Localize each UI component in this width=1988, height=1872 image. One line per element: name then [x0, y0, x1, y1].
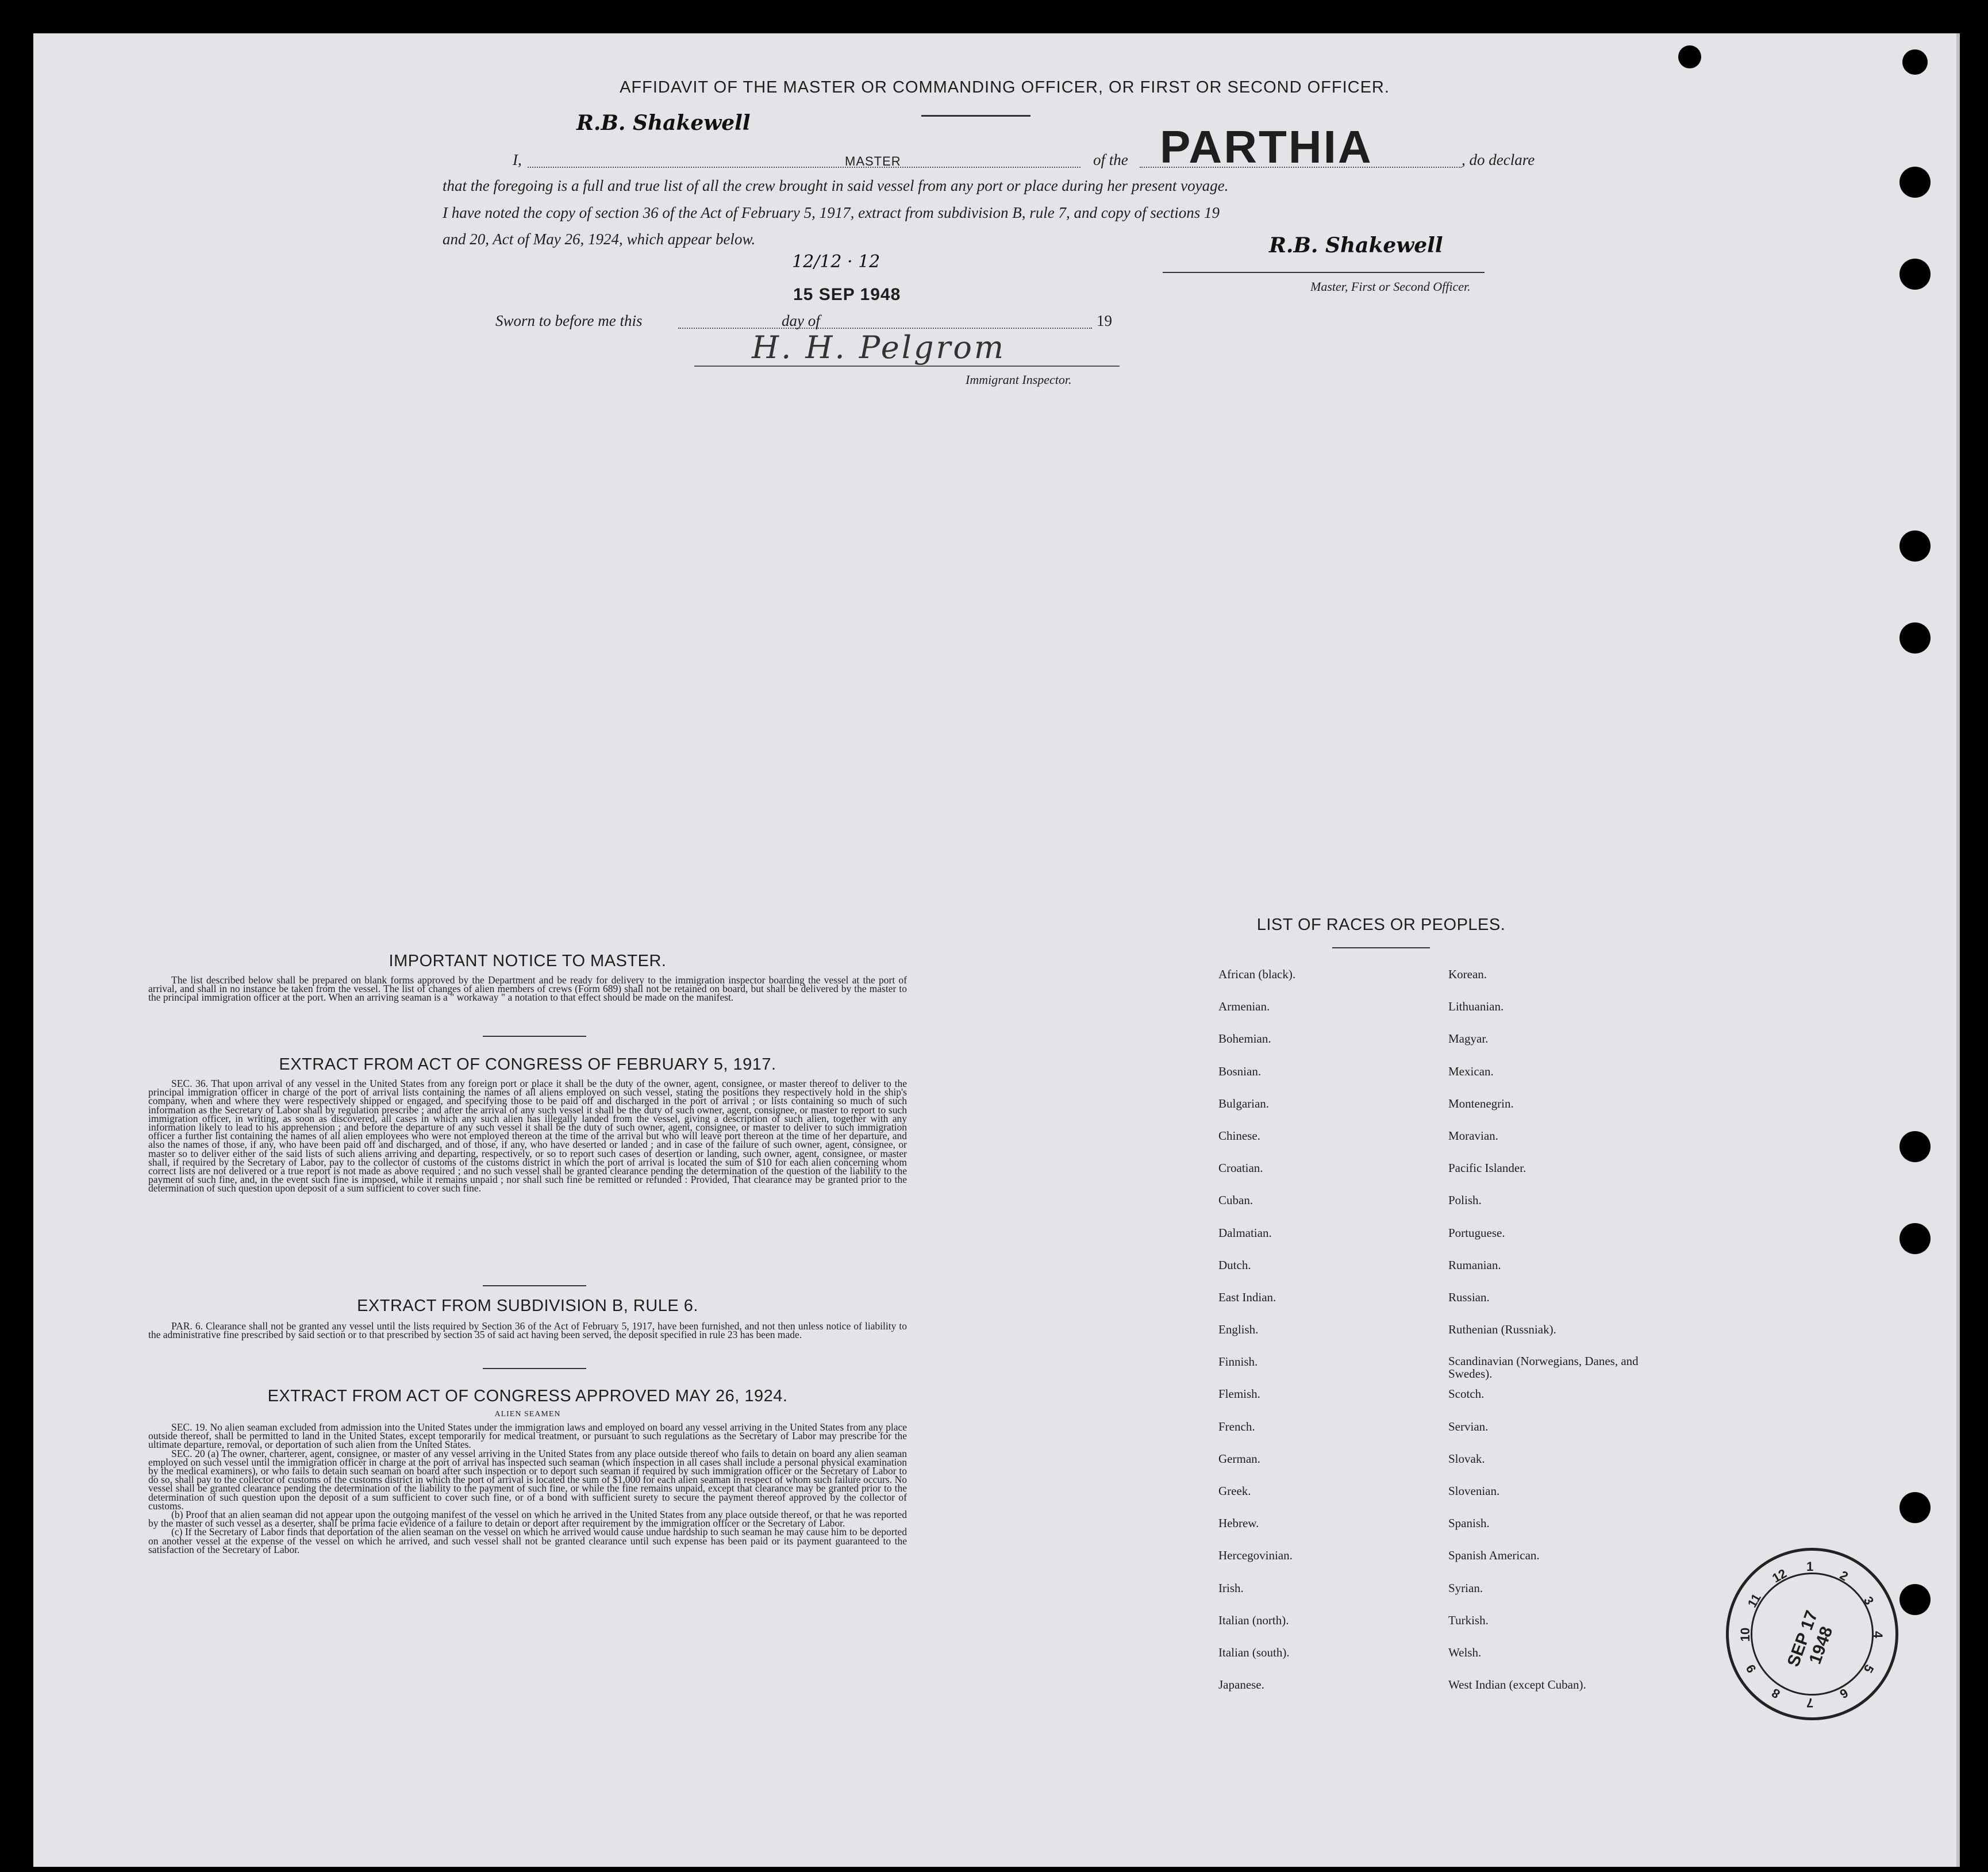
- affidavit-title: AFFIDAVIT OF THE MASTER OR COMMANDING OFFICER, OR FIRST OR SECOND OFFICER.: [620, 78, 1390, 97]
- race-item: Bosnian.: [1218, 1064, 1262, 1078]
- divider: [483, 1368, 586, 1369]
- punch-hole: [1899, 1492, 1931, 1523]
- race-item: Dalmatian.: [1218, 1225, 1272, 1240]
- punch-hole: [1899, 1131, 1931, 1162]
- races-title-rule: [1332, 947, 1430, 948]
- race-item: Italian (south).: [1218, 1645, 1290, 1659]
- race-item: Scandinavian (Norwegians, Danes, and Swedes).: [1448, 1354, 1639, 1381]
- races-right-column: [1448, 967, 1690, 1710]
- race-item: Scotch.: [1448, 1387, 1485, 1401]
- race-item: Korean.: [1448, 967, 1487, 981]
- manifest-page: [33, 33, 1960, 1867]
- race-item: Italian (north).: [1218, 1613, 1289, 1627]
- races-title: LIST OF RACES OR PEOPLES.: [1256, 916, 1506, 934]
- stamp-digit: 4: [1871, 1631, 1886, 1639]
- race-item: Greek.: [1218, 1484, 1251, 1498]
- race-item: Bohemian.: [1218, 1032, 1271, 1046]
- declaration-line-1: that the foregoing is a full and true list of all the crew brought in said vessel from any port or place during her present voyage.: [443, 177, 1229, 194]
- race-item: Mexican.: [1448, 1064, 1494, 1078]
- section-20a-text: SEC. 20 (a) The owner, charterer, agent, consignee, or master of any vessel arriving in the United States from any place outside thereof who fails to detain on board any alien seaman employed on such vessel until the immigration officer in charge at the port of arrival has inspected such seaman (which inspection in all cases shall include a personal physical examination by the medical examiners), or who fails to detain such seaman on board after such inspection or to deport such seaman if required by such immigration officer or the Secretary of Labor to do so, shall pay to the collector of customs of the customs district in which the port of arrival is located the sum of $1,000 for each alien seaman in respect of whom such failure occurs. No vessel shall be granted clearance pending the determination of the liability to the payment of such fine, or while the fine remains unpaid, except that clearance may be granted prior to the determination of such question upon the deposit of a sum sufficient to cover such fine, or of a bond with sufficient surety to secure the payment thereof approved by the collector of customs.: [148, 1447, 907, 1512]
- punch-hole: [1899, 259, 1931, 290]
- race-item: Japanese.: [1218, 1678, 1264, 1692]
- race-item: Magyar.: [1448, 1032, 1489, 1046]
- stamp-date: SEP 17 1948: [1783, 1608, 1837, 1670]
- race-item: Servian.: [1448, 1419, 1489, 1433]
- extract-1924-title: EXTRACT FROM ACT OF CONGRESS APPROVED MAY 26, 1924.: [267, 1387, 788, 1405]
- subdivision-body: [148, 1322, 907, 1339]
- extract-1924-body: [148, 1423, 907, 1554]
- stamp-digit: 7: [1806, 1696, 1814, 1710]
- race-item: Slovenian.: [1448, 1484, 1500, 1498]
- do-declare-label: , do declare: [1462, 151, 1535, 168]
- immigration-stamp: [1726, 1548, 1898, 1720]
- title-rule: [921, 115, 1030, 117]
- extract-1917-body: [148, 1079, 907, 1193]
- race-item: East Indian.: [1218, 1290, 1276, 1304]
- race-item: Montenegrin.: [1448, 1096, 1514, 1110]
- declaration-line-2: I have noted the copy of section 36 of the Act of February 5, 1917, extract from subdivision B, rule 7, and copy of sections 19: [443, 204, 1220, 221]
- punch-hole: [1899, 622, 1931, 654]
- punch-hole: [1899, 167, 1931, 198]
- sworn-label: Sworn to before me this: [495, 312, 643, 329]
- race-item: Polish.: [1448, 1193, 1482, 1208]
- divider: [483, 1285, 586, 1286]
- stamp-digit: 3: [1860, 1594, 1877, 1608]
- punch-hole: [1678, 45, 1701, 68]
- paragraph-6-text: PAR. 6. Clearance shall not be granted any vessel until the lists required by Section 36 of the Act of February 5, 1917, have been furnished, and not then unless notice of liability to the administrative fine prescribed by said section or to that prescribed by section 35 of said act having been served, the deposit specified in rule 23 has been made.: [148, 1320, 907, 1341]
- vessel-name: PARTHIA: [1160, 121, 1373, 172]
- received-date-stamp: 15 SEP 1948: [793, 285, 901, 304]
- inspector-caption: Immigrant Inspector.: [966, 372, 1072, 387]
- extract-1917-title: EXTRACT FROM ACT OF CONGRESS OF FEBRUARY 5, 1917.: [279, 1055, 776, 1074]
- race-item: Spanish American.: [1448, 1548, 1540, 1563]
- race-item: Cuban.: [1218, 1193, 1253, 1208]
- punch-hole: [1899, 1584, 1931, 1615]
- race-item: Syrian.: [1448, 1581, 1483, 1595]
- race-item: Armenian.: [1218, 1000, 1270, 1014]
- notice-body: [148, 976, 907, 1002]
- officer-caption: Master, First or Second Officer.: [1310, 279, 1471, 294]
- stamp-digit: 10: [1738, 1627, 1753, 1642]
- race-item: Dutch.: [1218, 1258, 1251, 1272]
- handwritten-note: 12/12 · 12: [792, 252, 880, 272]
- race-item: Ruthenian (Russniak).: [1448, 1323, 1556, 1337]
- section-36-text: SEC. 36. That upon arrival of any vessel in the United States from any foreign port or place it shall be the duty of the owner, agent, consignee, or master thereof to deliver to the principal immigration officer in charge of the port of arrival lists containing the names of all aliens employed on such vessel, stating the positions they respectively hold in the ship's company, when and where they were respectively shipped or engaged, and specifying those to be paid off and discharged in the port of arrival ; or lists containing so much of such information as the Secretary of Labor shall by regulation prescribe ; and after the arrival of any such vessel it shall be the duty of such owner, agent, consignee, or master to report to such immigration officer, in writing, as soon as discovered, all cases in which any such alien has illegally landed from the vessel, giving a description of such alien, together with any information likely to lead to his apprehension ; and before the departure of any such vessel it shall be the duty of such owner, agent, consignee, or master to deliver to such immigration officer a further list containing the names of all alien employees who were not employed thereon at the time of the arrival but who will leave port thereon at the time of her departure, and also the names of those, if any, who have been paid off and discharged, and of those, if any, who have deserted or landed ; and in case of the failure of such owner, agent, consignee, or master so to deliver either of the said lists of such aliens arriving and departing, respectively, or so to report such cases of desertion or landing, such owner, agent, consignee, or master shall, if required by the Secretary of Labor, pay to the collector of customs of the customs district in which the port of arrival is located the sum of $10 for each alien concerning whom correct lists are not delivered or a true report is not made as above required ; and no such vessel shall be granted clearance pending the determination of the question of the liability to the payment of such fine, and, in the event such fine is imposed, while it remains unpaid ; nor shall such fine be remitted or refunded : Provided, That clearance may be granted prior to the determination of such question upon deposit of a sum sufficient to cover such fine.: [148, 1078, 907, 1194]
- name-line: [528, 167, 1080, 168]
- race-item: Finnish.: [1218, 1355, 1258, 1369]
- race-item: Irish.: [1218, 1581, 1244, 1595]
- year-prefix: 19: [1097, 312, 1112, 329]
- race-item: Lithuanian.: [1448, 1000, 1504, 1014]
- alien-seamen-subtitle: ALIEN SEAMEN: [494, 1410, 561, 1419]
- punch-hole: [1899, 1223, 1931, 1254]
- stamp-digit: 8: [1769, 1685, 1783, 1702]
- race-item: African (black).: [1218, 967, 1296, 981]
- race-item: Hebrew.: [1218, 1516, 1259, 1531]
- notice-text: The list described below shall be prepared on blank forms approved by the Department and be ready for delivery to the immigration inspector boarding the vessel at the port of arrival, and shall in no instance be taken from the vessel. The list of changes of alien members of crews (Form 689) shall not be retained on board, but shall be delivered by the master to the principal immigration officer at the port. When an arriving seaman is a " workaway " a notation to that effect should be made on the manifest.: [148, 974, 907, 1004]
- punch-hole: [1902, 49, 1928, 75]
- stamp-digit: 12: [1770, 1566, 1789, 1586]
- stamp-digit: 11: [1744, 1591, 1764, 1610]
- stamp-digit: 1: [1806, 1559, 1814, 1574]
- race-item: Russian.: [1448, 1290, 1490, 1304]
- stamp-digit: 5: [1860, 1662, 1877, 1675]
- race-item: Bulgarian.: [1218, 1096, 1270, 1110]
- notice-title: IMPORTANT NOTICE TO MASTER.: [389, 952, 667, 970]
- race-item: West Indian (except Cuban).: [1448, 1678, 1586, 1692]
- race-item: Slovak.: [1448, 1451, 1485, 1466]
- role-master: MASTER: [845, 154, 901, 168]
- of-the-label: of the: [1093, 151, 1128, 168]
- race-item: Croatian.: [1218, 1161, 1263, 1175]
- stamp-digit: 6: [1837, 1685, 1851, 1702]
- race-item: Welsh.: [1448, 1645, 1482, 1659]
- race-item: Spanish.: [1448, 1516, 1490, 1531]
- declaration-line-3: and 20, Act of May 26, 1924, which appear below.: [443, 230, 756, 248]
- inspector-signature: H. H. Pelgrom: [752, 329, 1006, 366]
- inspector-line: [694, 366, 1120, 367]
- race-item: Portuguese.: [1448, 1225, 1505, 1240]
- race-item: German.: [1218, 1451, 1260, 1466]
- day-of-label: day of: [782, 312, 820, 329]
- section-19-text: SEC. 19. No alien seaman excluded from admission into the United States under the immigration laws and employed on board any vessel arriving in the United States from any place outside thereof, shall be permitted to land in the United States, except temporarily for medical treatment, or pursuant to such regulations as the Secretary of Labor may prescribe for the ultimate departure, removal, or deportation of such alien from the United States.: [148, 1421, 907, 1451]
- punch-hole: [1899, 531, 1931, 562]
- subdivision-title: EXTRACT FROM SUBDIVISION B, RULE 6.: [357, 1297, 698, 1315]
- i-label: I,: [513, 151, 522, 168]
- master-name-signature: R.B. Shakewell: [576, 111, 751, 135]
- race-item: Chinese.: [1218, 1128, 1260, 1143]
- divider: [483, 1036, 586, 1037]
- race-item: Flemish.: [1218, 1387, 1260, 1401]
- race-item: Rumanian.: [1448, 1258, 1501, 1272]
- section-20b-text: (b) Proof that an alien seaman did not appear upon the outgoing manifest of the vessel on which he arrived in the United States from any place outside thereof, or that he was reported by the master of such vessel as a deserter, shall be prima facie evidence of a failure to detain or deport after requirement by the immigration officer or the Secretary of Labor.: [148, 1509, 907, 1529]
- stamp-digit: 9: [1743, 1662, 1759, 1675]
- race-item: English.: [1218, 1323, 1259, 1337]
- race-item: Turkish.: [1448, 1613, 1489, 1627]
- race-item: Pacific Islander.: [1448, 1161, 1526, 1175]
- officer-signature-line: [1163, 272, 1485, 273]
- stamp-digit: 2: [1837, 1567, 1851, 1584]
- sworn-day-line: [678, 328, 1092, 329]
- section-20c-text: (c) If the Secretary of Labor finds that deportation of the alien seaman on the vessel on which he arrived would cause undue hardship to such seaman he may cause him to be deported on another vessel at the expense of the vessel on which he arrived, and such vessel shall not be granted clearance until such expense has been paid or its payment guaranteed to the satisfaction of the Secretary of Labor.: [148, 1526, 907, 1555]
- races-left-column: [1218, 967, 1408, 1710]
- race-item: French.: [1218, 1419, 1255, 1433]
- race-item: Moravian.: [1448, 1128, 1498, 1143]
- officer-signature: R.B. Shakewell: [1269, 233, 1443, 257]
- race-item: Hercegovinian.: [1218, 1548, 1293, 1563]
